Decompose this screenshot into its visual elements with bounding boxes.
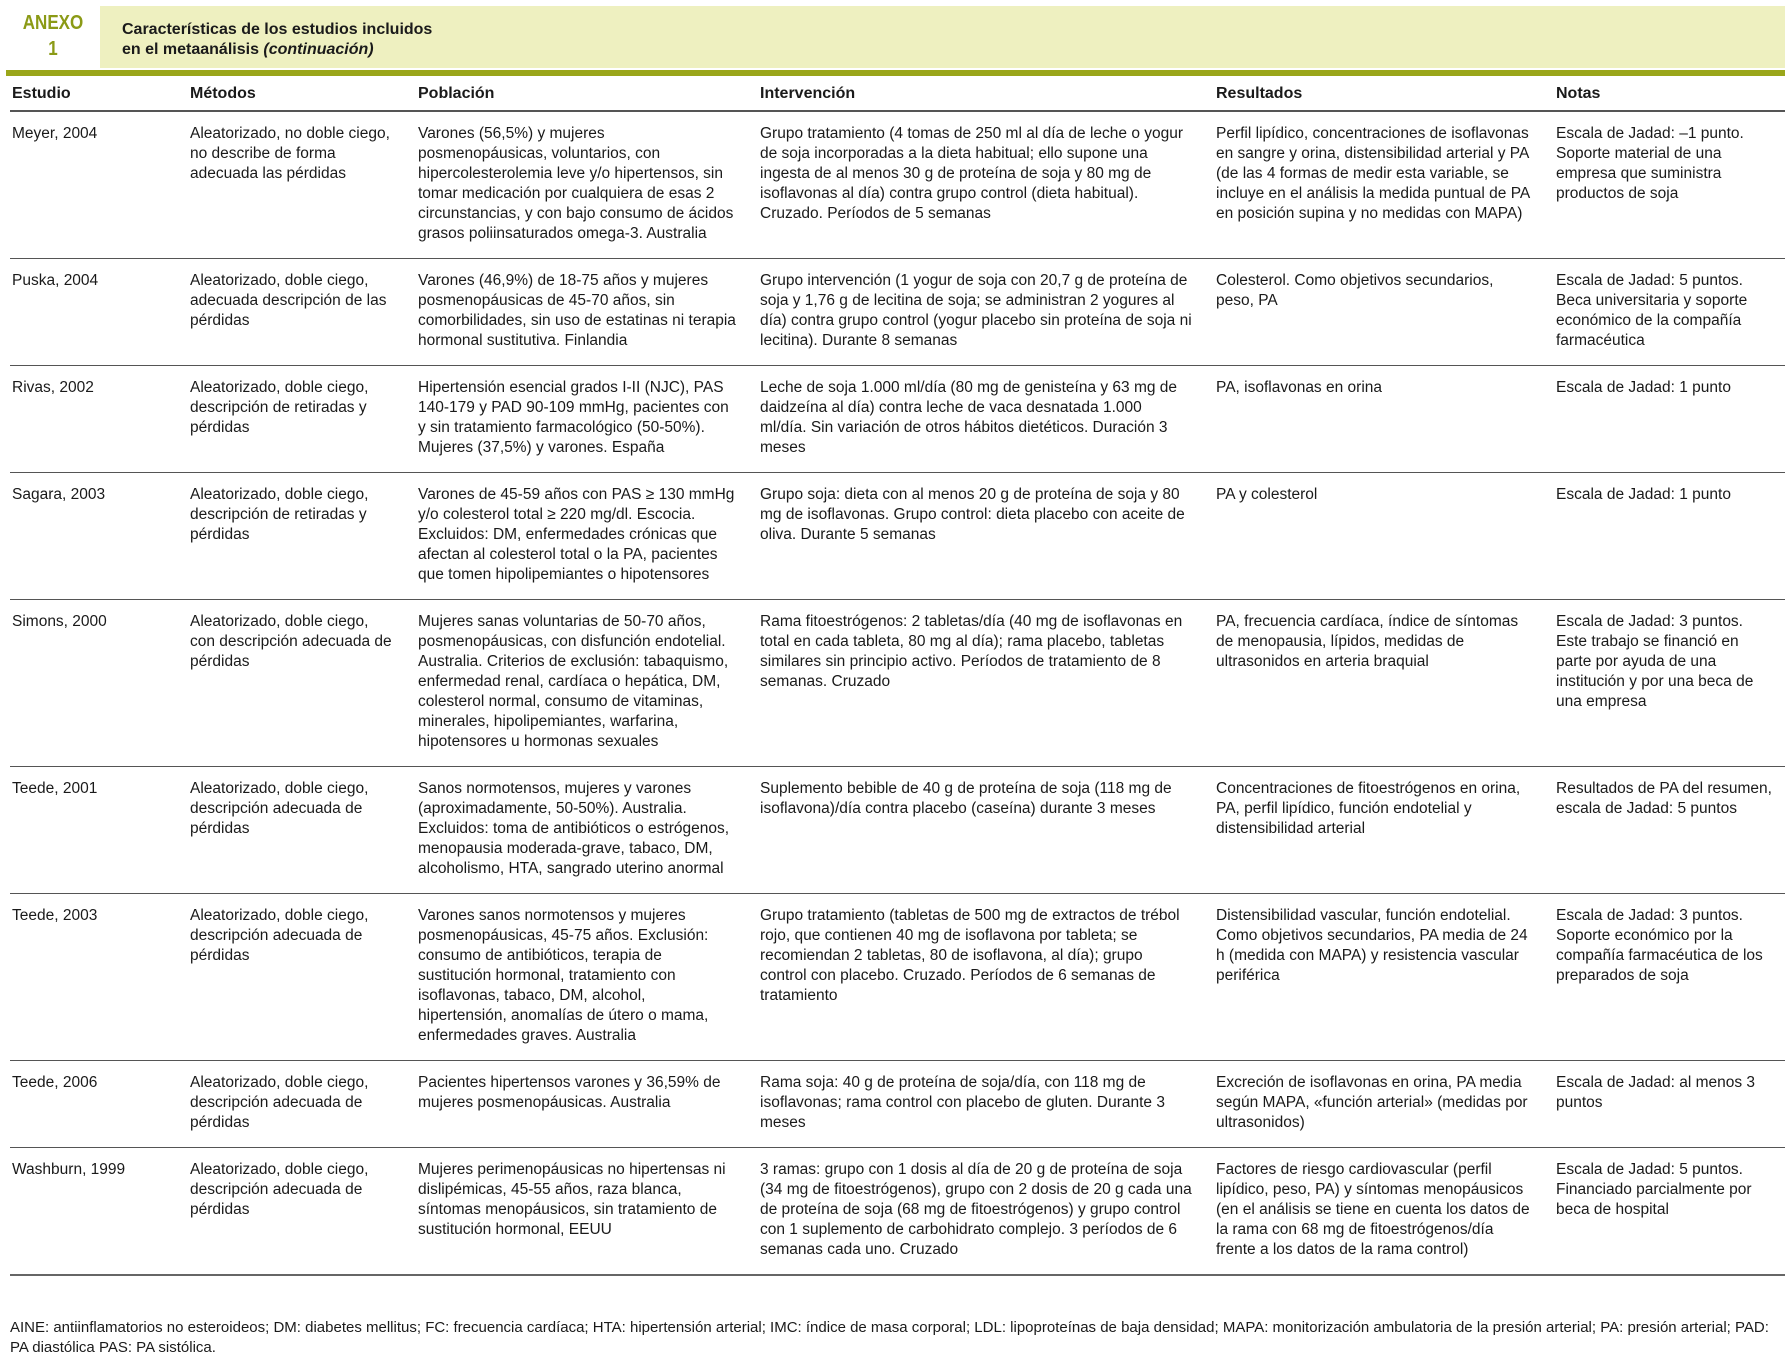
cell-intervencion: Leche de soja 1.000 ml/día (80 mg de genisteína y 63 mg de daidzeína al día) contra leche de vaca desnatada 1.000 ml/día. Sin variación de otros hábitos dietéticos. Duración 3 meses	[746, 366, 1202, 473]
cell-estudio: Teede, 2001	[10, 767, 176, 894]
cell-estudio: Teede, 2003	[10, 894, 176, 1061]
cell-notas: Escala de Jadad: 1 punto	[1542, 366, 1785, 473]
cell-resultados: PA, frecuencia cardíaca, índice de síntomas de menopausia, lípidos, medidas de ultrasonidos en arteria braquial	[1202, 600, 1542, 767]
table-row	[10, 473, 1785, 600]
annex-header	[6, 6, 1785, 68]
cell-metodos: Aleatorizado, doble ciego, descripción adecuada de pérdidas	[176, 894, 404, 1061]
cell-resultados: PA y colesterol	[1202, 473, 1542, 600]
cell-poblacion: Varones sanos normotensos y mujeres posmenopáusicas, 45-75 años. Exclusión: consumo de antibióticos, terapia de sustitución hormonal, tratamiento con isoflavonas, tabaco, DM, alcohol, hipertensión, anomalías de útero o mama, enfermedades graves. Australia	[404, 894, 746, 1061]
cell-estudio: Washburn, 1999	[10, 1148, 176, 1276]
cell-poblacion: Varones (56,5%) y mujeres posmenopáusicas, voluntarios, con hipercolesterolemia leve y/o hipertensos, sin tomar medicación por cualquiera de esas 2 circunstancias, y con bajo consumo de ácidos grasos poliinsaturados omega-3. Australia	[404, 111, 746, 259]
title-line-1: Características de los estudios incluidos	[122, 21, 433, 38]
cell-resultados: Perfil lipídico, concentraciones de isoflavonas en sangre y orina, distensibilidad arterial y PA (de las 4 formas de medir esta variable, se incluye en el análisis la medida puntual de PA en posición supina y no medidas con MAPA)	[1202, 111, 1542, 259]
table-row	[10, 1061, 1785, 1148]
cell-poblacion: Hipertensión esencial grados I-II (NJC), PAS 140-179 y PAD 90-109 mmHg, pacientes con y sin tratamiento farmacológico (50-50%). Mujeres (37,5%) y varones. España	[404, 366, 746, 473]
cell-poblacion: Mujeres sanas voluntarias de 50-70 años, posmenopáusicas, con disfunción endotelial. Australia. Criterios de exclusión: tabaquismo, enfermedad renal, cardíaca o hepática, DM, colesterol normal, consumo de vitaminas, minerales, hipolipemiantes, warfarina, hipotensores u hormonas sexuales	[404, 600, 746, 767]
cell-poblacion: Sanos normotensos, mujeres y varones (aproximadamente, 50-50%). Australia. Excluidos: toma de antibióticos o estrógenos, menopausia moderada-grave, tabaco, DM, alcoholismo, HTA, sangrado uterino anormal	[404, 767, 746, 894]
column-header-poblacion: Población	[404, 78, 746, 111]
cell-resultados: Concentraciones de fitoestrógenos en orina, PA, perfil lipídico, función endotelial y distensibilidad arterial	[1202, 767, 1542, 894]
column-header-estudio: Estudio	[10, 78, 176, 111]
table-row	[10, 767, 1785, 894]
cell-metodos: Aleatorizado, doble ciego, descripción de retiradas y pérdidas	[176, 473, 404, 600]
cell-intervencion: Grupo tratamiento (4 tomas de 250 ml al día de leche o yogur de soja incorporadas a la dieta habitual; ello supone una ingesta de al menos 30 g de proteína de soja y 80 mg de isoflavonas al día) contra grupo control (dieta habitual). Cruzado. Períodos de 5 semanas	[746, 111, 1202, 259]
cell-notas: Resultados de PA del resumen, escala de Jadad: 5 puntos	[1542, 767, 1785, 894]
cell-poblacion: Mujeres perimenopáusicas no hipertensas ni dislipémicas, 45-55 años, raza blanca, síntomas menopáusicos, sin tratamiento de sustitución hormonal, EEUU	[404, 1148, 746, 1276]
annex-label	[13, 6, 93, 68]
cell-intervencion: Grupo intervención (1 yogur de soja con 20,7 g de proteína de soja y 1,76 g de lecitina de soja; se administran 2 yogures al día) contra grupo control (yogur placebo sin proteína de soja ni lecitina). Durante 8 semanas	[746, 259, 1202, 366]
cell-metodos: Aleatorizado, doble ciego, descripción adecuada de pérdidas	[176, 767, 404, 894]
cell-notas: Escala de Jadad: 1 punto	[1542, 473, 1785, 600]
cell-estudio: Simons, 2000	[10, 600, 176, 767]
table-row	[10, 600, 1785, 767]
table-header-row	[10, 78, 1785, 111]
studies-table	[10, 78, 1785, 1276]
cell-intervencion: Rama soja: 40 g de proteína de soja/día, con 118 mg de isoflavonas; rama control con placebo de gluten. Durante 3 meses	[746, 1061, 1202, 1148]
cell-estudio: Sagara, 2003	[10, 473, 176, 600]
table-row	[10, 1148, 1785, 1276]
table-row	[10, 111, 1785, 259]
cell-intervencion: Rama fitoestrógenos: 2 tabletas/día (40 mg de isoflavonas en total en cada tableta, 80 mg al día); rama placebo, tabletas similares sin principio activo. Períodos de tratamiento de 8 semanas. Cruzado	[746, 600, 1202, 767]
cell-intervencion: 3 ramas: grupo con 1 dosis al día de 20 g de proteína de soja (34 mg de fitoestrógenos), grupo con 2 dosis de 20 g cada una de proteína de soja (68 mg de fitoestrógenos) y grupo control con 1 suplemento de carbohidrato complejo. 3 períodos de 6 semanas cada uno. Cruzado	[746, 1148, 1202, 1276]
cell-poblacion: Varones (46,9%) de 18-75 años y mujeres posmenopáusicas de 45-70 años, sin comorbilidades, sin uso de estatinas ni terapia hormonal sustitutiva. Finlandia	[404, 259, 746, 366]
table-title	[100, 6, 1785, 68]
column-header-intervencion: Intervención	[746, 78, 1202, 111]
cell-resultados: PA, isoflavonas en orina	[1202, 366, 1542, 473]
table-row	[10, 894, 1785, 1061]
abbreviations-footnote: AINE: antiinflamatorios no esteroideos; DM: diabetes mellitus; FC: frecuencia cardíaca; HTA: hipertensión arterial; IMC: índice de masa corporal; LDL: lipoproteínas de baja densidad; MAPA: monitorización ambulatoria de la presión arterial; PA: presión arterial; PAD: PA diastólica PAS: PA sistólica.	[10, 1319, 1769, 1356]
column-header-resultados: Resultados	[1202, 78, 1542, 111]
cell-resultados: Distensibilidad vascular, función endotelial. Como objetivos secundarios, PA media de 24 h (medida con MAPA) y resistencia vascular periférica	[1202, 894, 1542, 1061]
cell-metodos: Aleatorizado, doble ciego, descripción de retiradas y pérdidas	[176, 366, 404, 473]
column-header-metodos: Métodos	[176, 78, 404, 111]
cell-estudio: Meyer, 2004	[10, 111, 176, 259]
cell-metodos: Aleatorizado, doble ciego, adecuada descripción de las pérdidas	[176, 259, 404, 366]
cell-estudio: Teede, 2006	[10, 1061, 176, 1148]
cell-notas: Escala de Jadad: 5 puntos. Beca universitaria y soporte económico de la compañía farmacéutica	[1542, 259, 1785, 366]
title-line-2-italic: (continuación)	[263, 41, 374, 58]
title-line-2-plain: en el metaanálisis	[122, 41, 264, 58]
cell-intervencion: Grupo tratamiento (tabletas de 500 mg de extractos de trébol rojo, que contienen 40 mg de isoflavona por tableta; se recomiendan 2 tabletas, 80 de isoflavona, al día); grupo control con placebo. Cruzado. Períodos de 6 semanas de tratamiento	[746, 894, 1202, 1061]
cell-estudio: Rivas, 2002	[10, 366, 176, 473]
cell-resultados: Excreción de isoflavonas en orina, PA media según MAPA, «función arterial» (medidas por ultrasonidos)	[1202, 1061, 1542, 1148]
annex-number: 1	[48, 38, 58, 60]
table-row	[10, 259, 1785, 366]
cell-notas: Escala de Jadad: 5 puntos. Financiado parcialmente por beca de hospital	[1542, 1148, 1785, 1276]
cell-metodos: Aleatorizado, doble ciego, descripción adecuada de pérdidas	[176, 1061, 404, 1148]
cell-estudio: Puska, 2004	[10, 259, 176, 366]
cell-metodos: Aleatorizado, no doble ciego, no describe de forma adecuada las pérdidas	[176, 111, 404, 259]
annex-word: ANEXO	[22, 12, 84, 34]
cell-poblacion: Pacientes hipertensos varones y 36,59% de mujeres posmenopáusicas. Australia	[404, 1061, 746, 1148]
cell-resultados: Factores de riesgo cardiovascular (perfil lipídico, peso, PA) y síntomas menopáusicos (en el análisis se tiene en cuenta los datos de la rama con 68 mg de fitoestrógenos/día frente a los datos de la rama control)	[1202, 1148, 1542, 1276]
cell-intervencion: Suplemento bebible de 40 g de proteína de soja (118 mg de isoflavona)/día contra placebo (caseína) durante 3 meses	[746, 767, 1202, 894]
cell-intervencion: Grupo soja: dieta con al menos 20 g de proteína de soja y 80 mg de isoflavonas. Grupo control: dieta placebo con aceite de oliva. Durante 5 semanas	[746, 473, 1202, 600]
table-row	[10, 366, 1785, 473]
header-rule	[6, 70, 1785, 76]
cell-poblacion: Varones de 45-59 años con PAS ≥ 130 mmHg y/o colesterol total ≥ 220 mg/dl. Escocia. Excluidos: DM, enfermedades crónicas que afectan al colesterol total o la PA, pacientes que tomen hipolipemiantes o hipotensores	[404, 473, 746, 600]
cell-metodos: Aleatorizado, doble ciego, con descripción adecuada de pérdidas	[176, 600, 404, 767]
cell-notas: Escala de Jadad: 3 puntos. Soporte económico por la compañía farmacéutica de los preparados de soja	[1542, 894, 1785, 1061]
cell-notas: Escala de Jadad: –1 punto. Soporte material de una empresa que suministra productos de soja	[1542, 111, 1785, 259]
cell-metodos: Aleatorizado, doble ciego, descripción adecuada de pérdidas	[176, 1148, 404, 1276]
column-header-notas: Notas	[1542, 78, 1785, 111]
cell-notas: Escala de Jadad: al menos 3 puntos	[1542, 1061, 1785, 1148]
title-line-2	[122, 40, 1785, 60]
cell-resultados: Colesterol. Como objetivos secundarios, peso, PA	[1202, 259, 1542, 366]
cell-notas: Escala de Jadad: 3 puntos. Este trabajo se financió en parte por ayuda de una institución y por una beca de una empresa	[1542, 600, 1785, 767]
